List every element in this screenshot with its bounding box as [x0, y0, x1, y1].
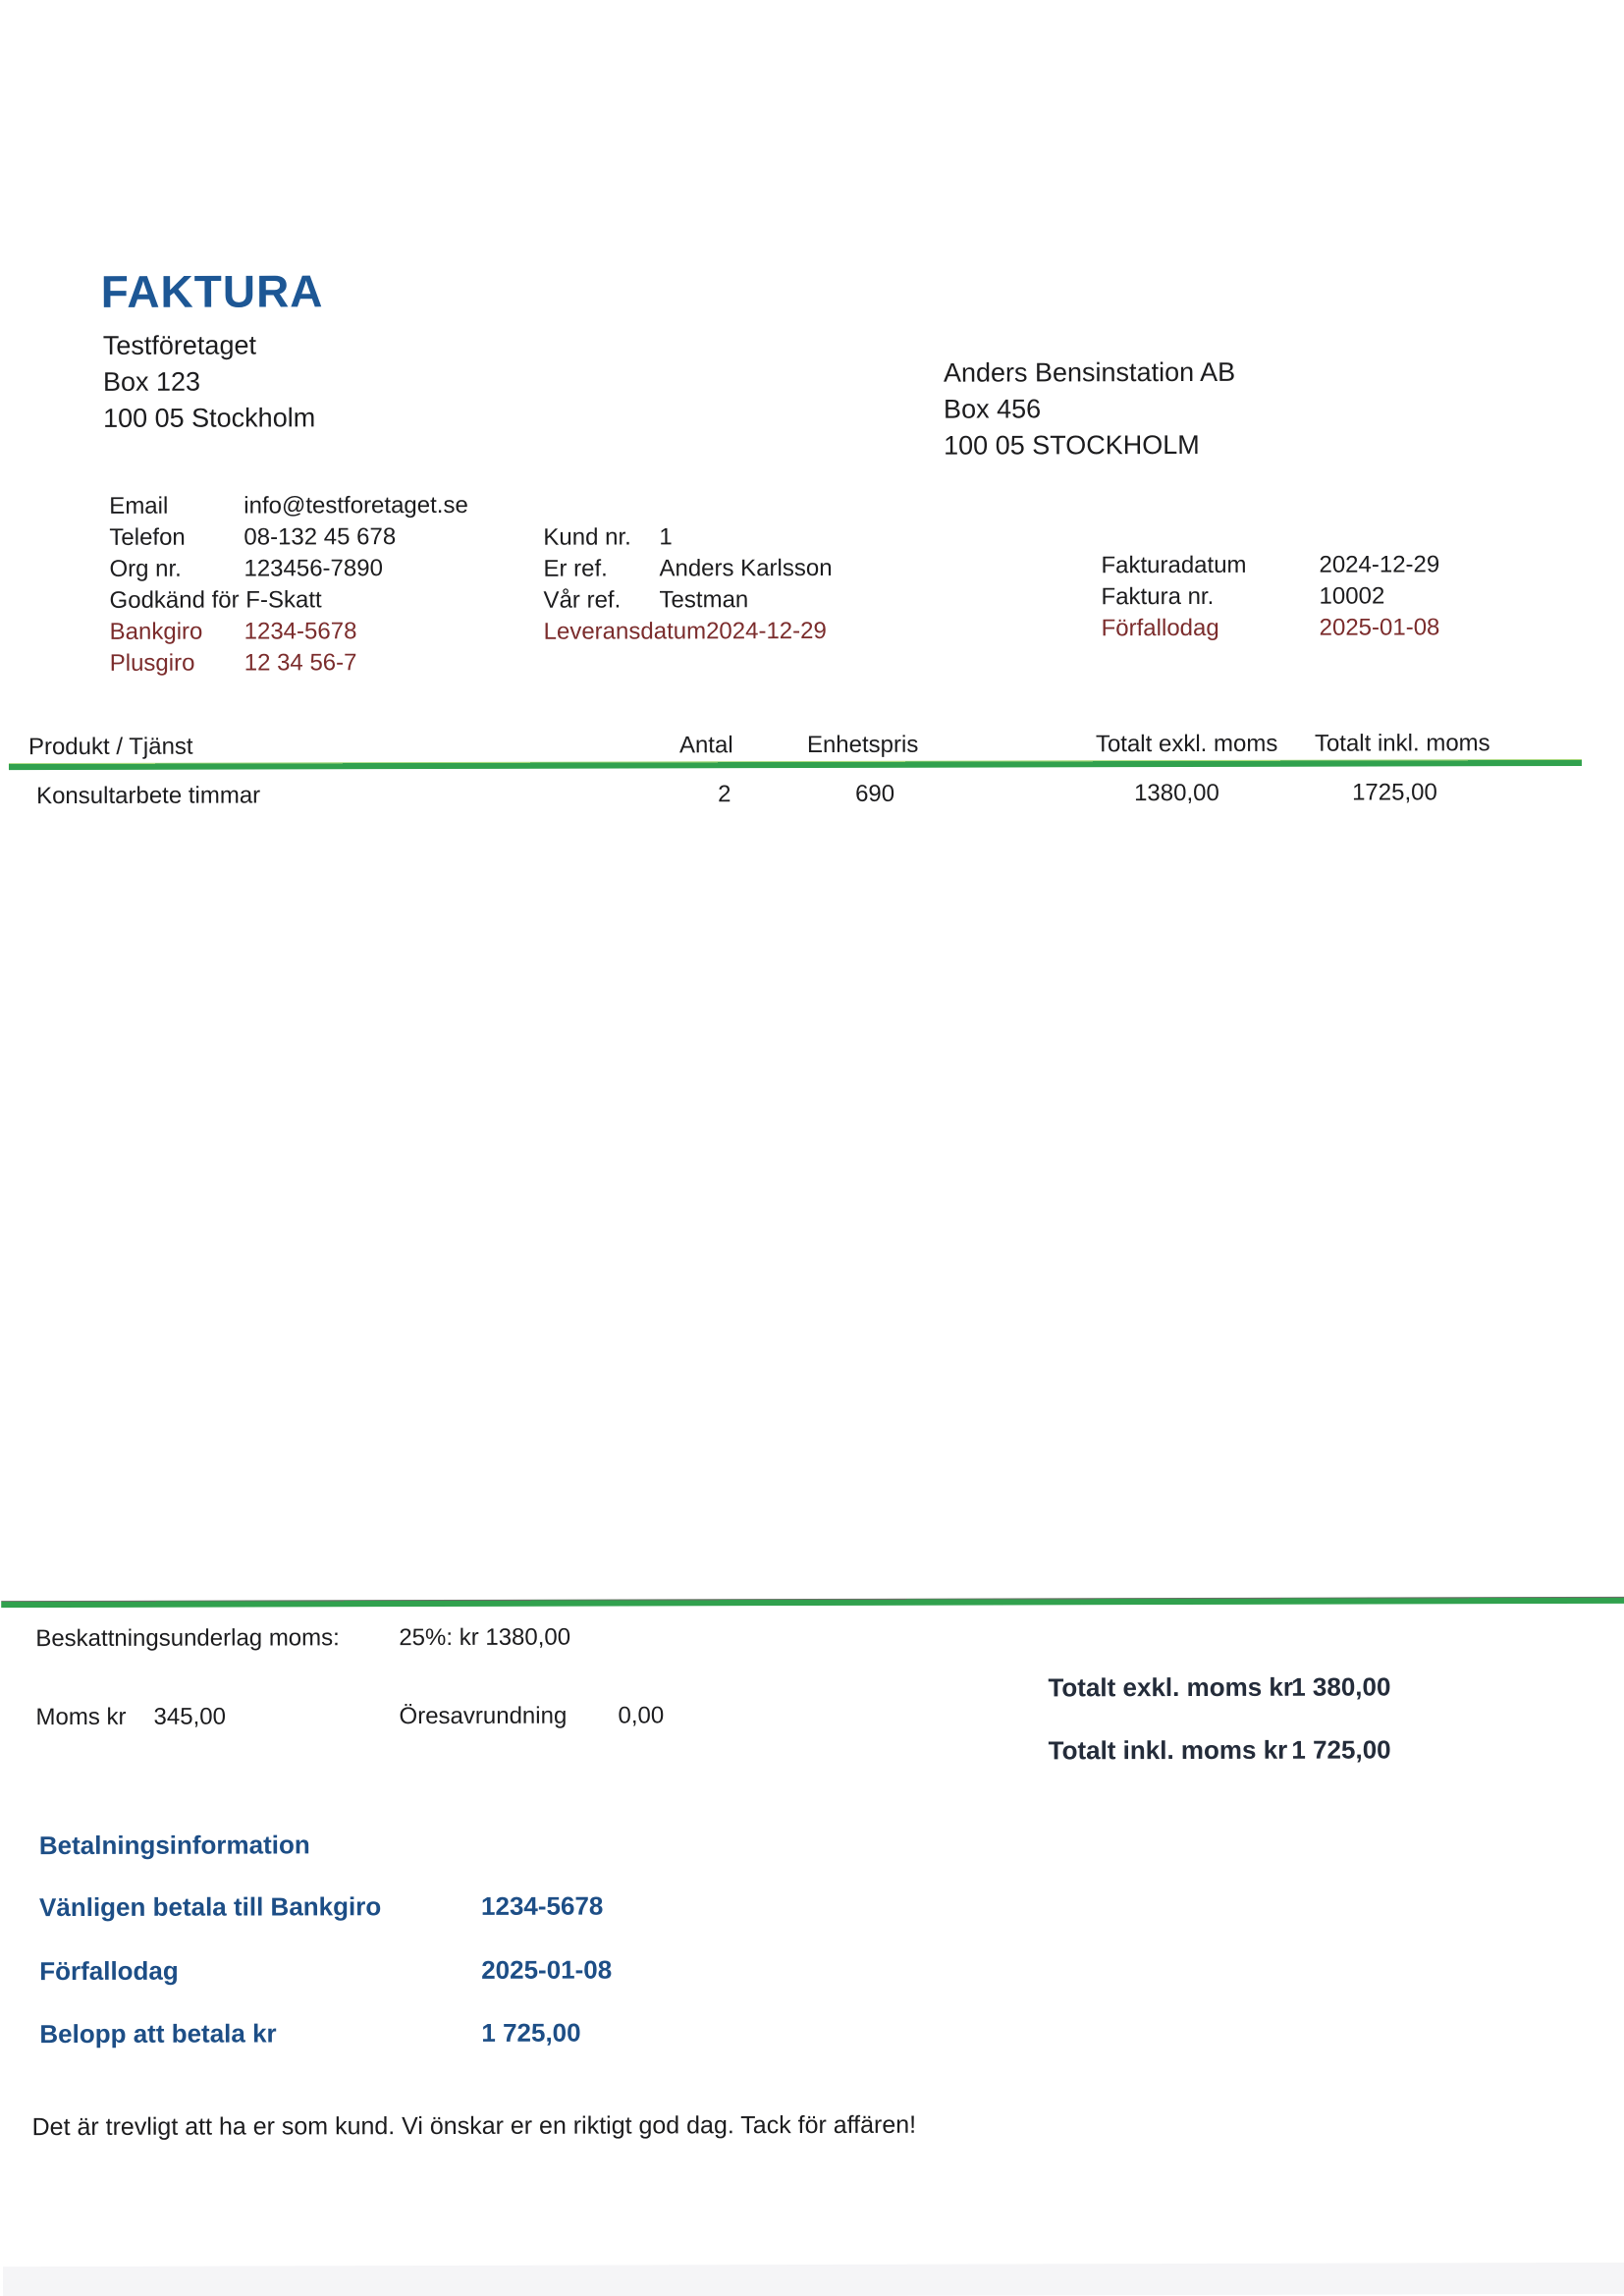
- contact-row-orgnr: [109, 553, 468, 585]
- payment-label: Förfallodag: [39, 1955, 179, 1987]
- meta-row-forfallodag: [1102, 612, 1440, 644]
- reference-row-kundnr: [543, 521, 832, 554]
- tax-base-value: 25%: kr 1380,00: [399, 1623, 571, 1652]
- contact-label: Org nr.: [109, 555, 182, 582]
- reference-label: Leveransdatum: [543, 618, 707, 645]
- contact-row-fskatt: [109, 584, 468, 617]
- customer-reference-block: [543, 521, 832, 648]
- item-product: Konsultarbete timmar: [36, 782, 261, 810]
- table-header-divider: [9, 759, 1582, 770]
- meta-label: Faktura nr.: [1101, 582, 1215, 611]
- meta-value: 2024-12-29: [1319, 551, 1440, 578]
- contact-row-bankgiro: [110, 616, 469, 648]
- payment-info-heading: Betalningsinformation: [38, 1830, 310, 1861]
- payment-row-duedate: [39, 1955, 612, 1988]
- item-antal: 2: [718, 781, 731, 808]
- total-excl-value: 1 380,00: [1291, 1671, 1391, 1702]
- meta-value: 10002: [1319, 582, 1385, 610]
- payment-label: Belopp att betala kr: [39, 2018, 277, 2050]
- tax-base-label: Beskattningsunderlag moms:: [35, 1624, 340, 1653]
- rounding-value: 0,00: [618, 1702, 665, 1729]
- item-inkl-moms: 1725,00: [1352, 779, 1437, 806]
- sender-address-line1: Box 123: [102, 366, 201, 397]
- contact-label: Plusgiro: [109, 649, 195, 677]
- total-incl-label: Totalt inkl. moms kr: [1048, 1734, 1288, 1766]
- rounding-label: Öresavrundning: [399, 1702, 568, 1730]
- reference-label: Kund nr.: [543, 523, 631, 551]
- contact-value: info@testforetaget.se: [244, 491, 468, 519]
- reference-label: Vår ref.: [543, 586, 622, 614]
- reference-row-leveransdatum: [544, 616, 833, 648]
- company-contact-block: [109, 490, 468, 680]
- recipient-name: Anders Bensinstation AB: [943, 356, 1236, 388]
- contact-value: 08-132 45 678: [244, 523, 397, 551]
- recipient-address-line2: 100 05 STOCKHOLM: [944, 429, 1200, 461]
- recipient-address-line1: Box 456: [943, 394, 1042, 424]
- contact-label: Email: [109, 492, 169, 519]
- contact-label: Godkänd för F-Skatt: [109, 586, 322, 614]
- invoice-meta-block: [1101, 549, 1439, 644]
- contact-value: 1234-5678: [244, 618, 357, 645]
- payment-row-amount: [39, 2018, 580, 2050]
- payment-value: 1234-5678: [480, 1890, 604, 1921]
- contact-label: Bankgiro: [109, 618, 203, 645]
- invoice-title: FAKTURA: [100, 265, 324, 317]
- reference-value: 1: [659, 523, 673, 551]
- meta-label: Förfallodag: [1101, 614, 1219, 642]
- contact-label: Telefon: [109, 523, 186, 551]
- payment-row-bankgiro: [39, 1891, 603, 1924]
- col-header-antal: Antal: [678, 732, 733, 759]
- col-header-enhetspris: Enhetspris: [806, 731, 919, 759]
- reference-value: Testman: [659, 586, 749, 614]
- reference-value: 2024-12-29: [706, 617, 827, 645]
- reference-row-varref: [543, 584, 832, 617]
- reference-value: Anders Karlsson: [659, 554, 833, 582]
- scan-edge-band: [3, 2263, 1624, 2296]
- contact-row-phone: [109, 521, 468, 554]
- footer-message: Det är trevligt att ha er som kund. Vi önskar er en riktigt god dag. Tack för affären!: [31, 2110, 917, 2142]
- total-excl-label: Totalt exkl. moms kr: [1048, 1671, 1293, 1703]
- payment-value: 2025-01-08: [481, 1954, 613, 1985]
- recipient-address-block: [944, 355, 1235, 465]
- col-header-product: Produkt / Tjänst: [27, 733, 193, 761]
- meta-row-fakturanr: [1101, 580, 1439, 613]
- item-excl-moms: 1380,00: [1134, 779, 1219, 807]
- contact-value: 12 34 56-7: [244, 649, 357, 677]
- reference-label: Er ref.: [543, 555, 608, 582]
- reference-row-erref: [543, 553, 832, 585]
- total-incl-value: 1 725,00: [1291, 1734, 1391, 1765]
- payment-value: 1 725,00: [481, 2017, 581, 2048]
- sender-address-block: [103, 327, 315, 437]
- summary-divider: [1, 1597, 1624, 1608]
- contact-row-email: [109, 490, 468, 522]
- payment-label: Vänligen betala till Bankgiro: [38, 1891, 382, 1923]
- meta-value: 2025-01-08: [1319, 614, 1440, 641]
- items-table: [0, 730, 1623, 851]
- contact-value: 123456-7890: [244, 555, 383, 582]
- sender-name: Testföretaget: [102, 330, 256, 360]
- meta-label: Fakturadatum: [1101, 551, 1247, 579]
- contact-row-plusgiro: [110, 647, 469, 680]
- vat-label: Moms kr: [35, 1703, 127, 1731]
- col-header-excl-moms: Totalt exkl. moms: [1095, 730, 1278, 758]
- sender-address-line2: 100 05 Stockholm: [103, 403, 316, 433]
- col-header-inkl-moms: Totalt inkl. moms: [1314, 730, 1490, 757]
- vat-value: 345,00: [153, 1703, 226, 1730]
- item-enhetspris: 690: [855, 780, 895, 807]
- meta-row-fakturadatum: [1101, 549, 1439, 581]
